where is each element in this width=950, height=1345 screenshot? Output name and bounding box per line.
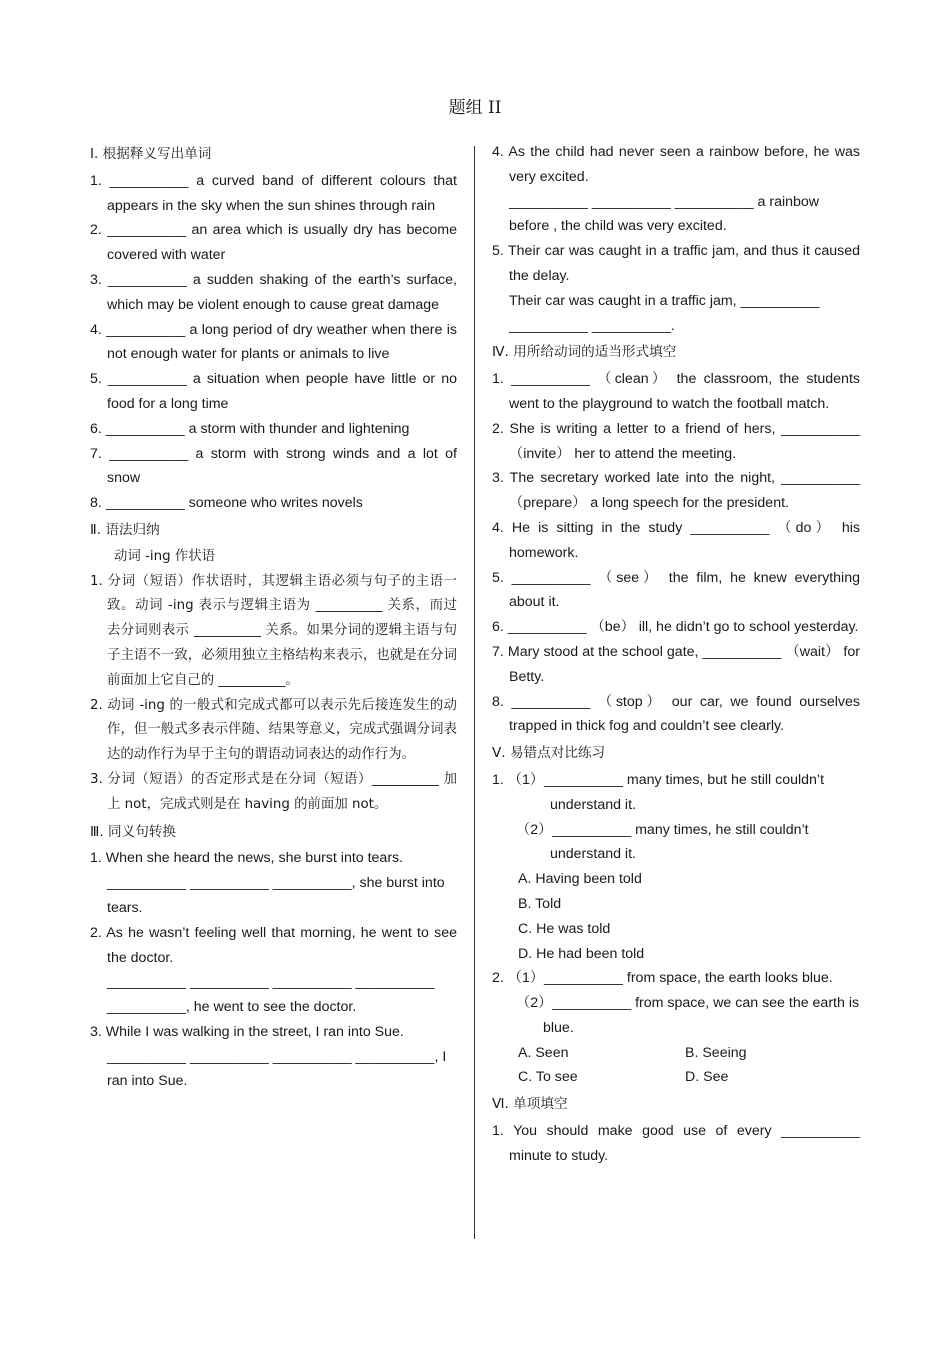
s5-q2-options-row-1: [492, 1041, 860, 1066]
right-column: [492, 140, 860, 1169]
s4-item-4: 4. He is sitting in the study __________ （do） his homework.: [492, 519, 860, 561]
left-column: [90, 140, 457, 1094]
s3-item-3-answer: __________ __________ __________ __________, I ran into Sue.: [107, 1048, 447, 1090]
s3-item-4-answer: __________ __________ __________ a rainbow before , the child was very excited.: [509, 193, 820, 235]
column-divider: [474, 146, 475, 1239]
section-4-heading: Ⅳ. 用所给动词的适当形式填空: [492, 344, 677, 361]
section-5-heading: Ⅴ. 易错点对比练习: [492, 745, 606, 762]
s4-item-1: 1. __________ （clean） the classroom, the students went to the playground to watch the football match.: [492, 371, 860, 412]
s4-item-5: 5. __________ （see） the film, he knew everything about it.: [492, 569, 860, 611]
section-3-heading: Ⅲ. 同义句转换: [90, 823, 176, 840]
s1-item-8: 8. __________ someone who writes novels: [90, 495, 363, 512]
s5-q1-option-b: B. Told: [518, 895, 562, 912]
s2-item-2: 2. 动词 -ing 的一般式和完成式都可以表示先后接连发生的动作，但一般式多表示伴随、结果等意义，完成式强调分词表达的动作行为早于主句的谓语动词表达的动作行为。: [90, 697, 457, 763]
s5-q1-option-c: C. He was told: [518, 920, 611, 937]
s1-item-3: 3. __________ a sudden shaking of the earth’s surface, which may be violent enough to cause great damage: [90, 271, 457, 313]
s3-item-3-question: 3. While I was walking in the street, I ran into Sue.: [90, 1023, 404, 1040]
s5-q1-option-a: A. Having been told: [518, 871, 642, 888]
s2-item-1: 1. 分词（短语）作状语时，其逻辑主语必须与句子的主语一致。动词 -ing 表示与逻辑主语为 __________ 关系，而过去分词则表示 __________ 关系。如果分词的逻辑主语与句子主语不一致，必须用独立主格结构来表示，也就是在分词前面加上它自己的 __________。: [90, 573, 457, 688]
s4-item-3: 3. The secretary worked late into the night, __________ （prepare） a long speech for the president.: [492, 470, 860, 512]
s3-item-2-question: 2. As he wasn’t feeling well that morning, he went to see the doctor.: [90, 924, 457, 966]
s1-item-1: 1. __________ a curved band of different colours that appears in the sky when the sun shines through rain: [90, 172, 457, 214]
s5-q1-part1: 1. （1）__________ many times, but he still couldn’t understand it.: [492, 771, 825, 813]
s5-q1-part2: （2）__________ many times, he still couldn’t understand it.: [516, 821, 809, 863]
s3-item-4-question: 4. As the child had never seen a rainbow before, he was very excited.: [492, 144, 860, 185]
s3-item-5-answer: Their car was caught in a traffic jam, __________ __________ __________.: [509, 292, 820, 334]
s5-q2-option-a: A. Seen: [518, 1044, 569, 1061]
s3-item-1-answer: __________ __________ __________, she burst into tears.: [107, 875, 445, 916]
s1-item-2: 2. __________ an area which is usually dry has become covered with water: [90, 222, 457, 264]
section-2-heading: Ⅱ. 语法归纳: [90, 521, 160, 538]
page-title: 题组 II: [448, 98, 502, 118]
s1-item-6: 6. __________ a storm with thunder and lightening: [90, 420, 410, 437]
section-6-heading: Ⅵ. 单项填空: [492, 1096, 568, 1113]
s5-q2-option-d: D. See: [685, 1069, 729, 1086]
s5-q2-option-c: C. To see: [518, 1069, 578, 1086]
s3-item-2-answer: __________ __________ __________ __________ __________, he went to see the doctor.: [107, 974, 435, 1016]
s3-item-5-question: 5. Their car was caught in a traffic jam, and thus it caused the delay.: [492, 243, 860, 284]
s4-item-2: 2. She is writing a letter to a friend of hers, __________ （invite） her to attend the meeting.: [492, 420, 860, 462]
s5-q2-options-row-2: [492, 1065, 860, 1090]
section-2-subheading: 动词 -ing 作状语: [114, 548, 216, 564]
s5-q1-option-d: D. He had been told: [518, 945, 645, 962]
s3-item-1-question: 1. When she heard the news, she burst into tears.: [90, 850, 404, 867]
s1-item-5: 5. __________ a situation when people have little or no food for a long time: [90, 371, 457, 412]
s1-item-4: 4. __________ a long period of dry weather when there is not enough water for plants or animals to live: [90, 321, 457, 363]
section-1-heading: Ⅰ. 根据释义写出单词: [90, 146, 212, 162]
s1-item-7: 7. __________ a storm with strong winds and a lot of snow: [90, 445, 457, 487]
s4-item-7: 7. Mary stood at the school gate, __________ （wait） for Betty.: [492, 643, 860, 685]
s4-item-6: 6. __________ （be） ill, he didn’t go to school yesterday.: [492, 619, 859, 636]
s5-q2-option-b: B. Seeing: [685, 1044, 747, 1061]
s5-q2-part2: （2）__________ from space, we can see the earth is blue.: [516, 995, 860, 1036]
s6-item-1: 1. You should make good use of every __________ minute to study.: [492, 1123, 860, 1164]
s5-q2-part1: 2. （1）__________ from space, the earth looks blue.: [492, 970, 833, 987]
s4-item-8: 8. __________ （stop） our car, we found ourselves trapped in thick fog and couldn’t see clearly.: [492, 693, 860, 735]
s2-item-3: 3. 分词（短语）的否定形式是在分词（短语）__________ 加上 not，完成式则是在 having 的前面加 not。: [90, 771, 457, 812]
